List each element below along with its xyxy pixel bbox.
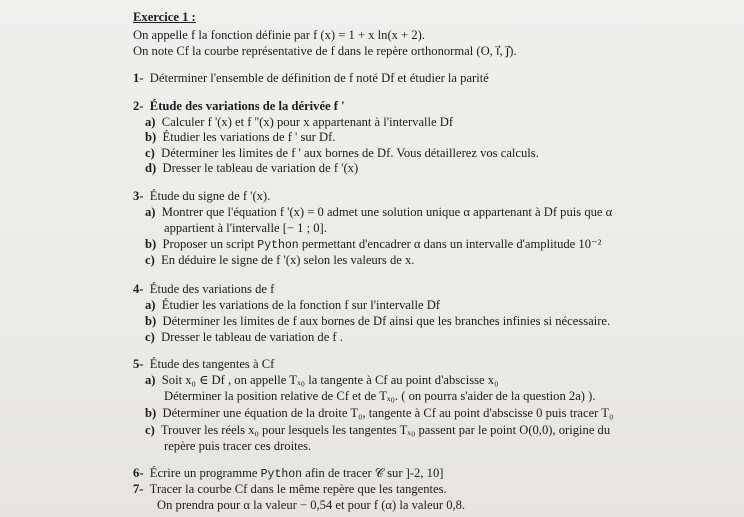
item-text: Dresser le tableau de variation de f . (161, 330, 343, 344)
question-5-title: Étude des tangentes à Cf (149, 357, 275, 371)
question-3a (145, 205, 612, 220)
question-2a (145, 115, 453, 130)
question-2-title: Étude des variations de la dérivée f ' (149, 99, 345, 113)
code-keyword: Python (260, 468, 303, 481)
question-4b (145, 314, 610, 329)
question-5a-continued: Déterminer la position relative de Cf et de Tₓ₀. ( on pourra s'aider de la question 2a) ). (164, 389, 596, 403)
question-4-heading (133, 282, 274, 297)
question-4c (145, 330, 343, 345)
question-5a (145, 373, 498, 388)
question-4a (145, 298, 440, 313)
item-letter: c) (145, 423, 155, 437)
intro-line-1: On appelle f la fonction définie par f (x) = 1 + x ln(x + 2). (133, 28, 425, 42)
question-6-number: 6- (133, 466, 144, 480)
question-3-heading (133, 189, 270, 204)
question-7 (133, 482, 447, 497)
question-4-title: Étude des variations de f (149, 282, 275, 296)
item-letter: c) (145, 330, 155, 344)
item-letter: a) (145, 115, 156, 129)
item-letter: d) (145, 161, 157, 175)
item-letter: c) (145, 146, 155, 160)
question-3a-continued: appartient à l'intervalle [− 1 ; 0]. (164, 221, 327, 235)
item-text: En déduire le signe de f '(x) selon les valeurs de x. (161, 253, 415, 267)
item-letter: c) (145, 253, 155, 267)
item-text: Dresser le tableau de variation de f '(x) (162, 161, 359, 175)
question-2b (145, 130, 335, 145)
question-3c (145, 253, 414, 268)
item-letter: a) (145, 205, 156, 219)
item-text: Étudier les variations de f ' sur Df. (162, 130, 336, 144)
item-text: Écrire un programme (149, 466, 261, 480)
question-5-heading (133, 357, 274, 372)
item-letter: b) (145, 314, 157, 328)
question-4-number: 4- (133, 282, 144, 296)
question-3-number: 3- (133, 189, 144, 203)
question-5c (145, 423, 610, 438)
item-letter: a) (145, 298, 156, 312)
item-letter: b) (145, 130, 157, 144)
item-text: Trouver les réels x₀ pour lesquels les tangentes Tₓ₀ passent par le point O(0,0), origine du (160, 423, 611, 437)
item-text: Montrer que l'équation f '(x) = 0 admet une solution unique α appartenant à Df puis que α (161, 205, 613, 219)
question-3-title: Étude du signe de f '(x). (149, 189, 271, 203)
question-2-number: 2- (133, 99, 144, 113)
item-letter: b) (145, 406, 157, 420)
question-7-note: On prendra pour α la valeur − 0,54 et pour f (α) la valeur 0,8. (157, 498, 466, 512)
question-5c-continued: repère puis tracer ces droites. (164, 439, 312, 453)
question-2d (145, 161, 358, 176)
item-text: Tracer la courbe Cf dans le même repère que les tangentes. (149, 482, 447, 496)
question-1-text: Déterminer l'ensemble de définition de f noté Df et étudier la parité (149, 71, 489, 85)
item-text: Déterminer les limites de f ' aux bornes de Df. Vous détaillerez vos calculs. (161, 146, 539, 160)
item-text: Soit x₀ ∈ Df , on appelle Tₓ₀ la tangente à Cf au point d'abscisse x₀ (161, 373, 499, 387)
question-2c (145, 146, 539, 161)
question-7-number: 7- (133, 482, 144, 496)
question-6 (133, 466, 443, 482)
item-text: Proposer un script (162, 237, 258, 251)
item-text: Déterminer les limites de f aux bornes de Df ainsi que les branches infinies si nécessaire. (162, 314, 611, 328)
item-letter: b) (145, 237, 157, 251)
question-5-number: 5- (133, 357, 144, 371)
item-text: Étudier les variations de la fonction f sur l'intervalle Df (161, 298, 440, 312)
exercise-title: Exercice 1 : (133, 10, 196, 24)
question-1 (133, 71, 489, 86)
question-2-heading (133, 99, 345, 114)
item-text: Calculer f '(x) et f ''(x) pour x appartenant à l'intervalle Df (161, 115, 454, 129)
item-text: Déterminer une équation de la droite T₀, tangente à Cf au point d'abscisse 0 puis tracer T₀ (162, 406, 614, 420)
item-text: permettant d'encadrer α dans un intervalle d'amplitude 10⁻² (298, 237, 602, 251)
question-5b (145, 406, 613, 421)
item-text: afin de tracer 𝒞 sur ]-2, 10] (302, 466, 444, 480)
intro-line-2: On note Cf la courbe représentative de f dans le repère orthonormal (O, i⃗, j⃗). (133, 44, 517, 58)
question-3b (145, 237, 601, 253)
code-keyword: Python (257, 239, 299, 252)
question-1-number: 1- (133, 71, 144, 85)
item-letter: a) (145, 373, 156, 387)
